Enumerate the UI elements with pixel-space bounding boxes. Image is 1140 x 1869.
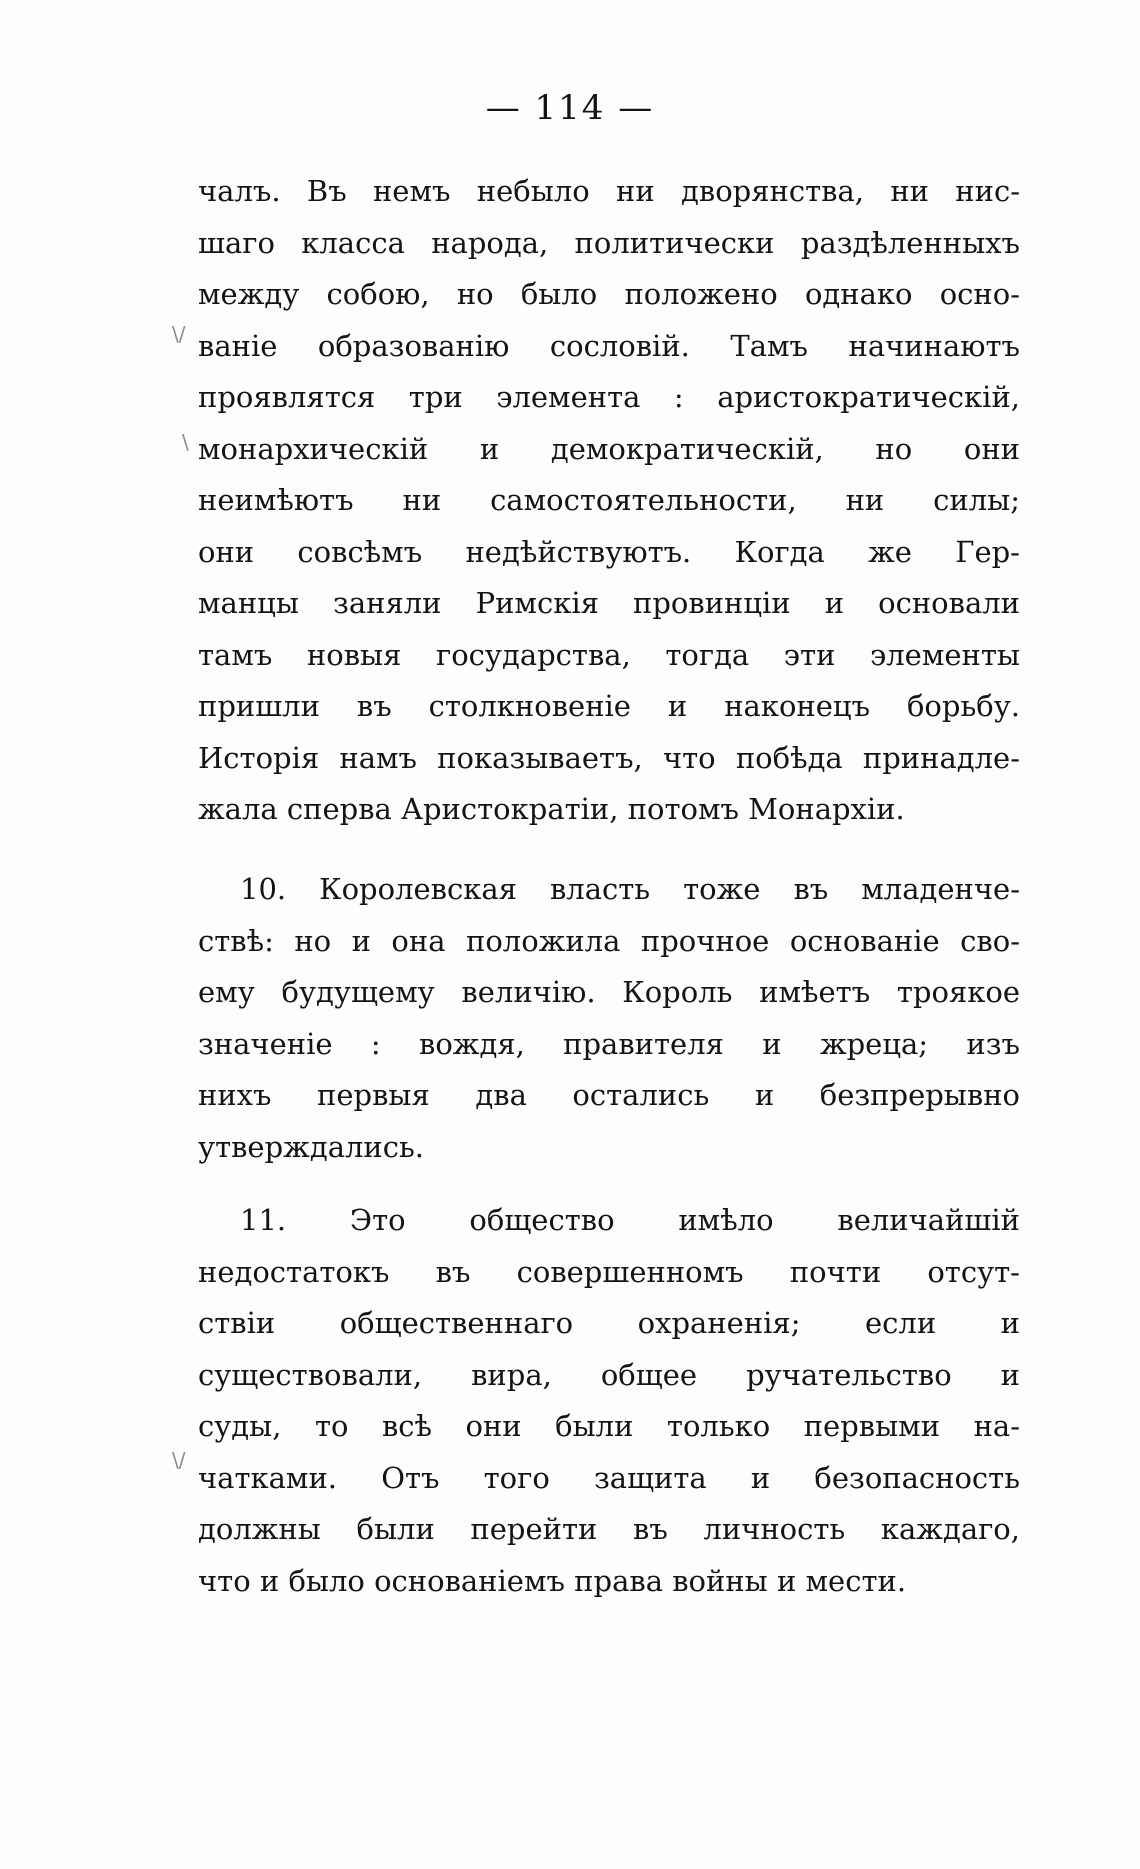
paragraph-first-line: 10. Королевская власть тоже въ младенче-: [240, 872, 1020, 906]
text-line: тамъ новыя государства, тогда эти элементы: [198, 637, 1020, 672]
text-line: существовали, вира, общее ручательство и: [198, 1357, 1020, 1392]
text-line: что и было основаніемъ права войны и мести.: [198, 1563, 907, 1598]
margin-pencil-mark: \: [182, 430, 189, 454]
paragraph-continuation: [198, 166, 1020, 836]
text-line: шаго класса народа, политически раздѣленныхъ: [198, 225, 1020, 260]
text-line: недостатокъ въ совершенномъ почти отсут-: [198, 1254, 1020, 1289]
paragraph-11: [198, 1195, 1020, 1607]
text-line: неимѣютъ ни самостоятельности, ни силы;: [198, 483, 1020, 517]
text-line: ствѣ: но и она положила прочное основаніе сво-: [198, 923, 1020, 958]
paragraph-10: [198, 864, 1020, 1173]
text-line: они совсѣмъ недѣйствуютъ. Когда же Гер-: [198, 534, 1020, 569]
text-line: пришли въ столкновеніе и наконецъ борьбу.: [198, 689, 1020, 723]
text-line: значеніе : вождя, правителя и жреца; изъ: [198, 1026, 1020, 1061]
text-line: должны были перейти въ личность каждаго,: [198, 1512, 1020, 1546]
text-line: манцы заняли Римскія провинціи и основали: [198, 586, 1020, 620]
page-number-header: — 114 —: [485, 88, 655, 128]
text-line: утверждались.: [198, 1129, 424, 1164]
margin-pencil-mark: \/: [172, 1448, 186, 1472]
text-line: монархическій и демократическій, но они: [198, 431, 1020, 466]
text-line: ему будущему величію. Король имѣетъ троякое: [198, 975, 1020, 1009]
text-line: жала сперва Аристократіи, потомъ Монархіи.: [198, 792, 905, 826]
text-line: чалъ. Въ немъ небыло ни дворянства, ни нис-: [198, 174, 1020, 208]
text-line: чатками. Отъ того защита и безопасность: [198, 1460, 1020, 1495]
paragraph-first-line: 11. Это общество имѣло величайшій: [240, 1203, 1020, 1237]
text-line: суды, то всѣ они были только первыми на-: [198, 1409, 1020, 1443]
text-line: проявлятся три элемента : аристократическій,: [198, 380, 1020, 414]
text-line: Исторія намъ показываетъ, что побѣда принадле-: [198, 740, 1020, 775]
text-line: ствіи общественнаго охраненія; если и: [198, 1306, 1020, 1340]
text-line: ваніе образованію сословій. Тамъ начинаютъ: [198, 328, 1020, 363]
margin-pencil-mark: \/: [172, 322, 186, 346]
text-line: между собою, но было положено однако осно-: [198, 277, 1020, 311]
text-line: нихъ первыя два остались и безпрерывно: [198, 1078, 1020, 1112]
